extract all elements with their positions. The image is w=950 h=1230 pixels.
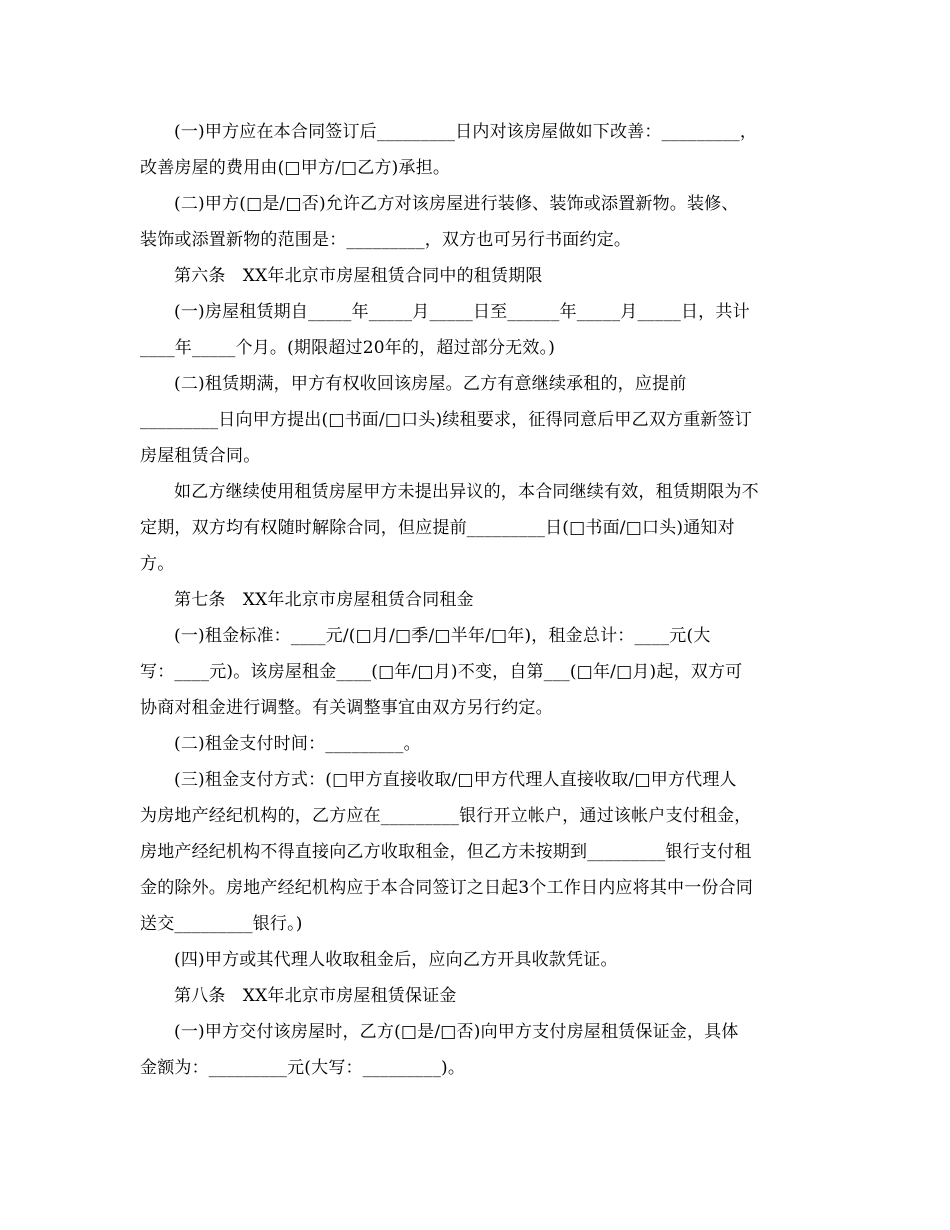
article-6-item-2-line-2: _________日向甲方提出(□书面/□口头)续租要求，征得同意后甲乙双方重新签订: [140, 410, 753, 430]
article-7-item-1-line-2: 写：____元)。该房屋租金____(□年/□月)不变，自第___(□年/□月)起，双方可: [140, 662, 743, 682]
article-6-item-2-line-3: 房屋租赁合同。: [140, 446, 261, 466]
article-6-item-2-line-1: (二)租赁期满，甲方有权收回该房屋。乙方有意继续承租的，应提前: [174, 374, 687, 394]
clause-1-line-2: 改善房屋的费用由(□甲方/□乙方)承担。: [140, 158, 451, 178]
clause-2-line-1: (二)甲方(□是/□否)允许乙方对该房屋进行装修、装饰或添置新物。装修、: [174, 194, 739, 214]
article-6-note-line-1: 如乙方继续使用租赁房屋甲方未提出异议的，本合同继续有效，租赁期限为不: [174, 482, 759, 502]
document-page: [140, 114, 820, 1086]
article-8-heading: 第八条 XX年北京市房屋租赁保证金: [174, 986, 457, 1006]
article-6-item-1-line-1: (一)房屋租赁期自_____年_____月_____日至______年_____月_____日，共计: [174, 302, 750, 322]
article-7-item-3-line-5: 送交_________银行。): [140, 914, 303, 934]
article-7-item-4: (四)甲方或其代理人收取租金后，应向乙方开具收款凭证。: [174, 950, 618, 970]
article-7-item-2: (二)租金支付时间：_________。: [174, 734, 421, 754]
article-7-item-3-line-2: 为房地产经纪机构的，乙方应在_________银行开立帐户，通过该帐户支付租金，: [140, 806, 752, 826]
article-7-item-1-line-1: (一)租金标准：____元/(□月/□季/□半年/□年)，租金总计：____元(大: [174, 626, 711, 646]
article-6-note-line-2: 定期，双方均有权随时解除合同，但应提前_________日(□书面/□口头)通知对: [140, 518, 735, 538]
article-7-heading: 第七条 XX年北京市房屋租赁合同租金: [174, 590, 474, 610]
article-7-item-3-line-1: (三)租金支付方式：(□甲方直接收取/□甲方代理人直接收取/□甲方代理人: [174, 770, 737, 790]
article-8-item-1-line-2: 金额为：_________元(大写：_________)。: [140, 1058, 466, 1078]
article-7-item-1-line-3: 协商对租金进行调整。有关调整事宜由双方另行约定。: [140, 698, 553, 718]
article-7-item-3-line-3: 房地产经纪机构不得直接向乙方收取租金，但乙方未按期到_________银行支付租: [140, 842, 752, 862]
article-6-heading: 第六条 XX年北京市房屋租赁合同中的租赁期限: [174, 266, 543, 286]
article-6-item-1-line-2: ____年_____个月。(期限超过20年的，超过部分无效。): [140, 338, 556, 358]
article-8-item-1-line-1: (一)甲方交付该房屋时，乙方(□是/□否)向甲方支付房屋租赁保证金，具体: [174, 1022, 739, 1042]
article-6-note-line-3: 方。: [140, 554, 175, 574]
article-7-item-3-line-4: 金的除外。房地产经纪机构应于本合同签订之日起3个工作日内应将其中一份合同: [140, 878, 754, 898]
clause-2-line-2: 装饰或添置新物的范围是：_________，双方也可另行书面约定。: [140, 230, 632, 250]
clause-1-line-1: (一)甲方应在本合同签订后_________日内对该房屋做如下改善：_________，: [174, 122, 758, 142]
